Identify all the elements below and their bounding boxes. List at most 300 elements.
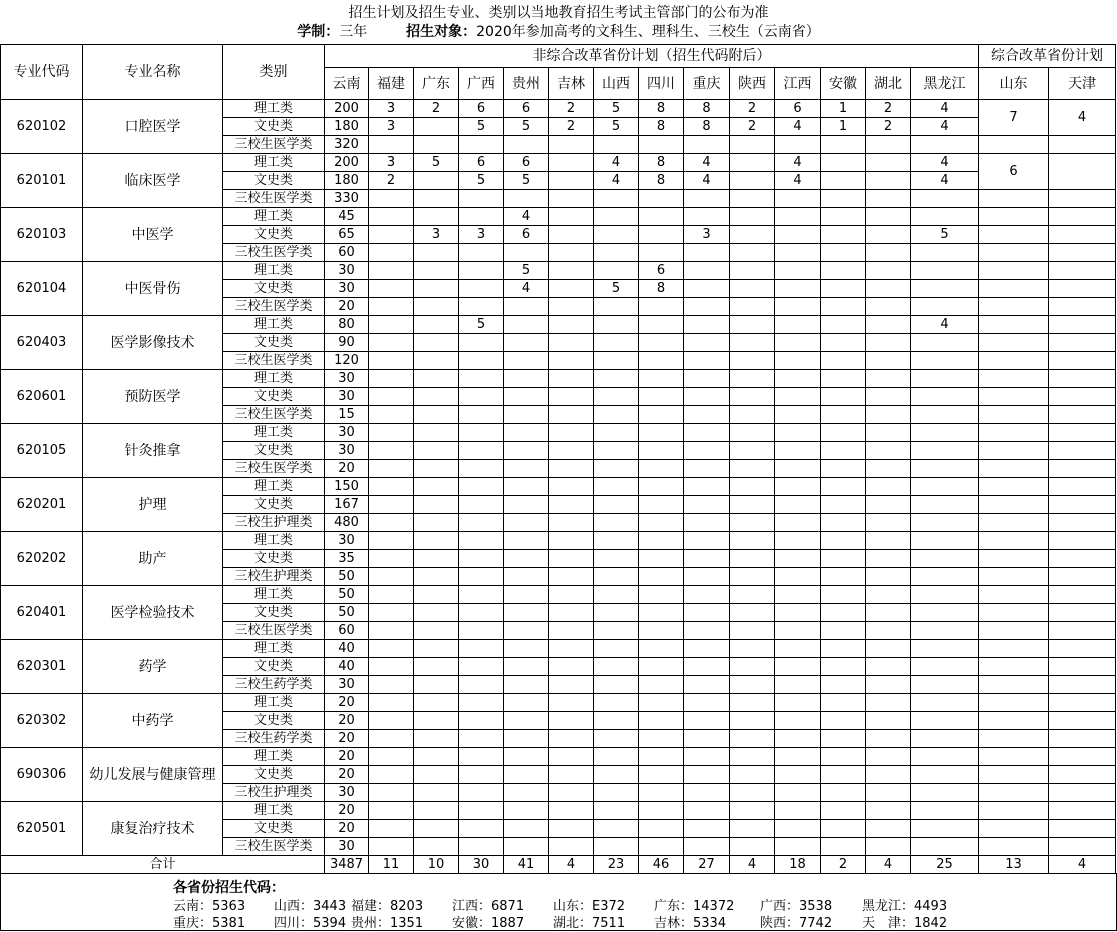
quota-cell — [775, 532, 821, 550]
quota-cell: 2 — [730, 100, 775, 118]
quota-cell — [459, 514, 504, 532]
shandong-quota — [979, 622, 1049, 640]
quota-cell — [504, 424, 549, 442]
table-row — [1, 478, 1116, 496]
quota-cell: 30 — [325, 424, 369, 442]
tianjin-quota — [1049, 766, 1116, 784]
quota-cell — [414, 658, 459, 676]
tianjin-quota — [1049, 748, 1116, 766]
quota-cell — [730, 460, 775, 478]
quota-cell — [459, 622, 504, 640]
quota-cell — [459, 442, 504, 460]
quota-cell — [639, 676, 684, 694]
category-cell: 理工类 — [223, 586, 325, 604]
quota-cell — [594, 658, 639, 676]
header-province: 山西 — [594, 68, 639, 100]
quota-cell — [684, 388, 730, 406]
quota-cell — [911, 586, 979, 604]
quota-cell — [369, 802, 414, 820]
quota-cell — [414, 622, 459, 640]
tianjin-quota — [1049, 802, 1116, 820]
major-name: 中药学 — [83, 694, 223, 748]
quota-cell — [684, 748, 730, 766]
quota-cell — [504, 406, 549, 424]
quota-cell — [594, 568, 639, 586]
shandong-quota — [979, 568, 1049, 586]
target-value: 2020年参加高考的文科生、理科生、三校生（云南省） — [476, 24, 820, 40]
quota-cell — [459, 478, 504, 496]
quota-cell: 20 — [325, 730, 369, 748]
quota-cell — [549, 298, 594, 316]
quota-cell — [775, 712, 821, 730]
quota-cell — [821, 316, 866, 334]
quota-cell: 20 — [325, 712, 369, 730]
quota-cell — [866, 190, 911, 208]
quota-cell: 4 — [504, 208, 549, 226]
quota-cell — [504, 496, 549, 514]
header-province: 湖北 — [866, 68, 911, 100]
quota-cell — [866, 280, 911, 298]
category-cell: 三校生医学类 — [223, 622, 325, 640]
quota-cell — [684, 766, 730, 784]
quota-cell — [639, 190, 684, 208]
category-cell: 三校生护理类 — [223, 784, 325, 802]
shandong-quota — [979, 316, 1049, 334]
province-codes-line-2 — [173, 912, 982, 931]
quota-cell: 5 — [459, 118, 504, 136]
quota-cell — [684, 622, 730, 640]
quota-cell — [866, 748, 911, 766]
quota-cell — [504, 442, 549, 460]
table-row — [1, 316, 1116, 334]
category-cell: 三校生医学类 — [223, 136, 325, 154]
quota-cell — [639, 136, 684, 154]
province-code: 江西：6871 — [452, 899, 525, 914]
quota-cell — [775, 622, 821, 640]
quota-cell — [414, 640, 459, 658]
quota-cell — [911, 334, 979, 352]
quota-cell — [730, 802, 775, 820]
quota-cell — [775, 730, 821, 748]
quota-cell — [414, 514, 459, 532]
quota-cell — [775, 460, 821, 478]
quota-cell — [594, 820, 639, 838]
tianjin-quota — [1049, 334, 1116, 352]
quota-cell: 20 — [325, 298, 369, 316]
quota-cell — [369, 136, 414, 154]
quota-cell — [684, 604, 730, 622]
quota-cell — [730, 334, 775, 352]
quota-cell — [369, 604, 414, 622]
quota-cell — [414, 496, 459, 514]
quota-cell — [730, 136, 775, 154]
quota-cell — [866, 622, 911, 640]
quota-cell — [911, 352, 979, 370]
quota-cell — [821, 730, 866, 748]
quota-cell — [684, 802, 730, 820]
category-cell: 理工类 — [223, 370, 325, 388]
quota-cell: 15 — [325, 406, 369, 424]
quota-cell — [866, 604, 911, 622]
quota-cell — [730, 640, 775, 658]
quota-cell — [549, 172, 594, 190]
quota-cell: 30 — [325, 838, 369, 856]
quota-cell — [639, 838, 684, 856]
quota-cell — [775, 424, 821, 442]
shandong-quota — [979, 388, 1049, 406]
quota-cell — [549, 478, 594, 496]
quota-cell — [866, 496, 911, 514]
header-province: 黑龙江 — [911, 68, 979, 100]
quota-cell — [594, 802, 639, 820]
quota-cell — [911, 262, 979, 280]
quota-cell — [459, 802, 504, 820]
quota-cell — [549, 496, 594, 514]
quota-cell — [594, 460, 639, 478]
category-cell: 三校生医学类 — [223, 244, 325, 262]
quota-cell — [821, 496, 866, 514]
quota-cell — [866, 208, 911, 226]
table-row — [1, 424, 1116, 442]
quota-cell — [911, 406, 979, 424]
quota-cell — [414, 550, 459, 568]
quota-cell — [369, 424, 414, 442]
quota-cell — [414, 442, 459, 460]
quota-cell — [866, 478, 911, 496]
quota-cell — [730, 370, 775, 388]
quota-cell — [549, 208, 594, 226]
quota-cell — [549, 586, 594, 604]
quota-cell — [821, 838, 866, 856]
quota-cell — [684, 532, 730, 550]
quota-cell — [459, 550, 504, 568]
quota-cell: 6 — [639, 262, 684, 280]
quota-cell — [821, 442, 866, 460]
quota-cell — [866, 172, 911, 190]
shandong-quota — [979, 604, 1049, 622]
tianjin-quota — [1049, 496, 1116, 514]
quota-cell: 5 — [504, 172, 549, 190]
quota-cell — [504, 838, 549, 856]
quota-cell: 60 — [325, 622, 369, 640]
quota-cell — [866, 298, 911, 316]
category-cell: 文史类 — [223, 172, 325, 190]
category-cell: 文史类 — [223, 442, 325, 460]
quota-cell — [730, 154, 775, 172]
shandong-quota — [979, 514, 1049, 532]
quota-cell — [369, 280, 414, 298]
quota-cell — [866, 568, 911, 586]
quota-cell: 3 — [369, 154, 414, 172]
quota-cell — [459, 244, 504, 262]
quota-cell: 30 — [325, 532, 369, 550]
quota-cell — [775, 658, 821, 676]
quota-cell — [775, 496, 821, 514]
quota-cell — [549, 334, 594, 352]
quota-cell — [549, 766, 594, 784]
target-label: 招生对象： — [406, 24, 477, 40]
quota-cell: 2 — [866, 118, 911, 136]
quota-cell: 5 — [911, 226, 979, 244]
quota-cell — [369, 478, 414, 496]
quota-cell — [730, 712, 775, 730]
total-cell: 41 — [504, 856, 549, 874]
quota-cell — [684, 280, 730, 298]
quota-cell — [549, 820, 594, 838]
quota-cell — [821, 460, 866, 478]
major-code: 620302 — [1, 694, 83, 748]
quota-cell — [369, 514, 414, 532]
quota-cell — [504, 244, 549, 262]
shandong-quota — [979, 226, 1049, 244]
quota-cell — [414, 766, 459, 784]
major-code: 620101 — [1, 154, 83, 208]
quota-cell — [369, 676, 414, 694]
quota-cell — [504, 478, 549, 496]
quota-cell — [639, 820, 684, 838]
quota-cell — [414, 334, 459, 352]
category-cell: 理工类 — [223, 100, 325, 118]
quota-cell — [684, 730, 730, 748]
quota-cell — [866, 334, 911, 352]
quota-cell — [639, 460, 684, 478]
header-reform: 综合改革省份计划 — [979, 45, 1116, 68]
major-code: 620202 — [1, 532, 83, 586]
quota-cell — [369, 460, 414, 478]
tianjin-quota — [1049, 820, 1116, 838]
quota-cell — [639, 334, 684, 352]
quota-cell: 4 — [775, 172, 821, 190]
quota-cell — [594, 766, 639, 784]
quota-cell — [549, 280, 594, 298]
quota-cell — [414, 802, 459, 820]
quota-cell — [730, 280, 775, 298]
quota-cell: 480 — [325, 514, 369, 532]
major-name: 助产 — [83, 532, 223, 586]
quota-cell — [594, 352, 639, 370]
quota-cell — [369, 586, 414, 604]
quota-cell — [504, 766, 549, 784]
quota-cell — [369, 622, 414, 640]
quota-cell — [775, 316, 821, 334]
table-row — [1, 370, 1116, 388]
quota-cell — [866, 424, 911, 442]
quota-cell — [549, 406, 594, 424]
quota-cell — [369, 442, 414, 460]
quota-cell: 2 — [866, 100, 911, 118]
quota-cell — [639, 532, 684, 550]
shandong-quota — [979, 658, 1049, 676]
quota-cell — [549, 676, 594, 694]
quota-cell — [866, 730, 911, 748]
quota-cell — [549, 658, 594, 676]
quota-cell: 167 — [325, 496, 369, 514]
category-cell: 理工类 — [223, 802, 325, 820]
quota-cell — [639, 496, 684, 514]
tianjin-quota — [1049, 244, 1116, 262]
quota-cell — [821, 424, 866, 442]
quota-cell — [821, 244, 866, 262]
quota-cell — [821, 766, 866, 784]
major-code: 690306 — [1, 748, 83, 802]
quota-cell — [911, 676, 979, 694]
quota-cell: 4 — [684, 172, 730, 190]
quota-cell — [775, 352, 821, 370]
quota-cell — [369, 298, 414, 316]
quota-cell — [866, 712, 911, 730]
tianjin-quota — [1049, 352, 1116, 370]
category-cell: 文史类 — [223, 550, 325, 568]
quota-cell — [821, 712, 866, 730]
quota-cell — [459, 298, 504, 316]
quota-cell — [459, 712, 504, 730]
quota-cell: 20 — [325, 820, 369, 838]
quota-cell — [730, 532, 775, 550]
tianjin-quota — [1049, 568, 1116, 586]
quota-cell: 4 — [911, 100, 979, 118]
quota-cell: 6 — [504, 100, 549, 118]
quota-cell — [821, 622, 866, 640]
tianjin-quota — [1049, 478, 1116, 496]
category-cell: 理工类 — [223, 640, 325, 658]
quota-cell: 320 — [325, 136, 369, 154]
quota-cell — [821, 568, 866, 586]
quota-cell — [459, 586, 504, 604]
quota-cell — [459, 388, 504, 406]
quota-cell — [730, 838, 775, 856]
quota-cell: 2 — [730, 118, 775, 136]
major-code: 620403 — [1, 316, 83, 370]
quota-cell — [504, 136, 549, 154]
quota-cell: 4 — [911, 316, 979, 334]
quota-cell — [594, 316, 639, 334]
major-name: 中医学 — [83, 208, 223, 262]
quota-cell — [866, 154, 911, 172]
quota-cell: 30 — [325, 262, 369, 280]
quota-cell — [414, 604, 459, 622]
quota-cell — [414, 838, 459, 856]
quota-cell — [414, 748, 459, 766]
quota-cell — [821, 748, 866, 766]
quota-cell — [821, 154, 866, 172]
tianjin-quota — [1049, 370, 1116, 388]
tianjin-quota — [1049, 298, 1116, 316]
quota-cell: 200 — [325, 154, 369, 172]
quota-cell — [911, 640, 979, 658]
quota-cell — [821, 172, 866, 190]
quota-cell: 4 — [911, 172, 979, 190]
quota-cell — [866, 244, 911, 262]
category-cell: 理工类 — [223, 154, 325, 172]
quota-cell — [730, 586, 775, 604]
total-cell: 4 — [730, 856, 775, 874]
quota-cell — [369, 388, 414, 406]
quota-cell — [414, 694, 459, 712]
quota-cell — [504, 640, 549, 658]
quota-cell — [684, 478, 730, 496]
quota-cell — [459, 460, 504, 478]
quota-cell — [594, 298, 639, 316]
quota-cell: 90 — [325, 334, 369, 352]
quota-cell — [459, 766, 504, 784]
table-row — [1, 532, 1116, 550]
category-cell: 三校生药学类 — [223, 676, 325, 694]
quota-cell — [549, 460, 594, 478]
quota-cell — [775, 748, 821, 766]
quota-cell — [459, 496, 504, 514]
major-name: 康复治疗技术 — [83, 802, 223, 856]
quota-cell — [594, 730, 639, 748]
table-row — [1, 154, 1116, 172]
tianjin-quota — [1049, 406, 1116, 424]
quota-cell — [414, 370, 459, 388]
quota-cell — [639, 784, 684, 802]
total-cell: 10 — [414, 856, 459, 874]
quota-cell — [866, 226, 911, 244]
quota-cell — [775, 406, 821, 424]
quota-cell — [911, 190, 979, 208]
quota-cell — [459, 658, 504, 676]
quota-cell — [821, 478, 866, 496]
quota-cell — [775, 766, 821, 784]
category-cell: 理工类 — [223, 262, 325, 280]
quota-cell — [775, 226, 821, 244]
quota-cell: 8 — [639, 100, 684, 118]
total-cell: 46 — [639, 856, 684, 874]
quota-cell: 80 — [325, 316, 369, 334]
quota-cell — [549, 604, 594, 622]
quota-cell — [459, 352, 504, 370]
quota-cell — [369, 262, 414, 280]
quota-cell: 50 — [325, 604, 369, 622]
quota-cell — [639, 766, 684, 784]
shandong-quota — [979, 748, 1049, 766]
quota-cell — [504, 298, 549, 316]
quota-cell — [414, 208, 459, 226]
quota-cell: 20 — [325, 694, 369, 712]
shandong-quota — [979, 766, 1049, 784]
quota-cell — [866, 388, 911, 406]
quota-cell — [866, 316, 911, 334]
quota-cell — [549, 190, 594, 208]
table-row — [1, 748, 1116, 766]
tianjin-quota — [1049, 712, 1116, 730]
quota-cell — [775, 334, 821, 352]
quota-cell: 6 — [459, 154, 504, 172]
tianjin-quota — [1049, 586, 1116, 604]
quota-cell — [821, 388, 866, 406]
shandong-quota — [979, 784, 1049, 802]
quota-cell — [549, 802, 594, 820]
quota-cell — [821, 208, 866, 226]
province-code: 山西：3443 — [274, 899, 347, 914]
quota-cell — [911, 442, 979, 460]
quota-cell — [821, 658, 866, 676]
quota-cell — [911, 658, 979, 676]
total-cell: 27 — [684, 856, 730, 874]
major-code: 620401 — [1, 586, 83, 640]
quota-cell — [414, 262, 459, 280]
header-province: 云南 — [325, 68, 369, 100]
enrollment-table — [0, 44, 1116, 874]
quota-cell — [594, 334, 639, 352]
quota-cell — [866, 694, 911, 712]
quota-cell — [866, 532, 911, 550]
tianjin-quota — [1049, 442, 1116, 460]
quota-cell — [549, 154, 594, 172]
shandong-quota — [979, 334, 1049, 352]
province-code: 湖北：7511 — [553, 916, 626, 931]
